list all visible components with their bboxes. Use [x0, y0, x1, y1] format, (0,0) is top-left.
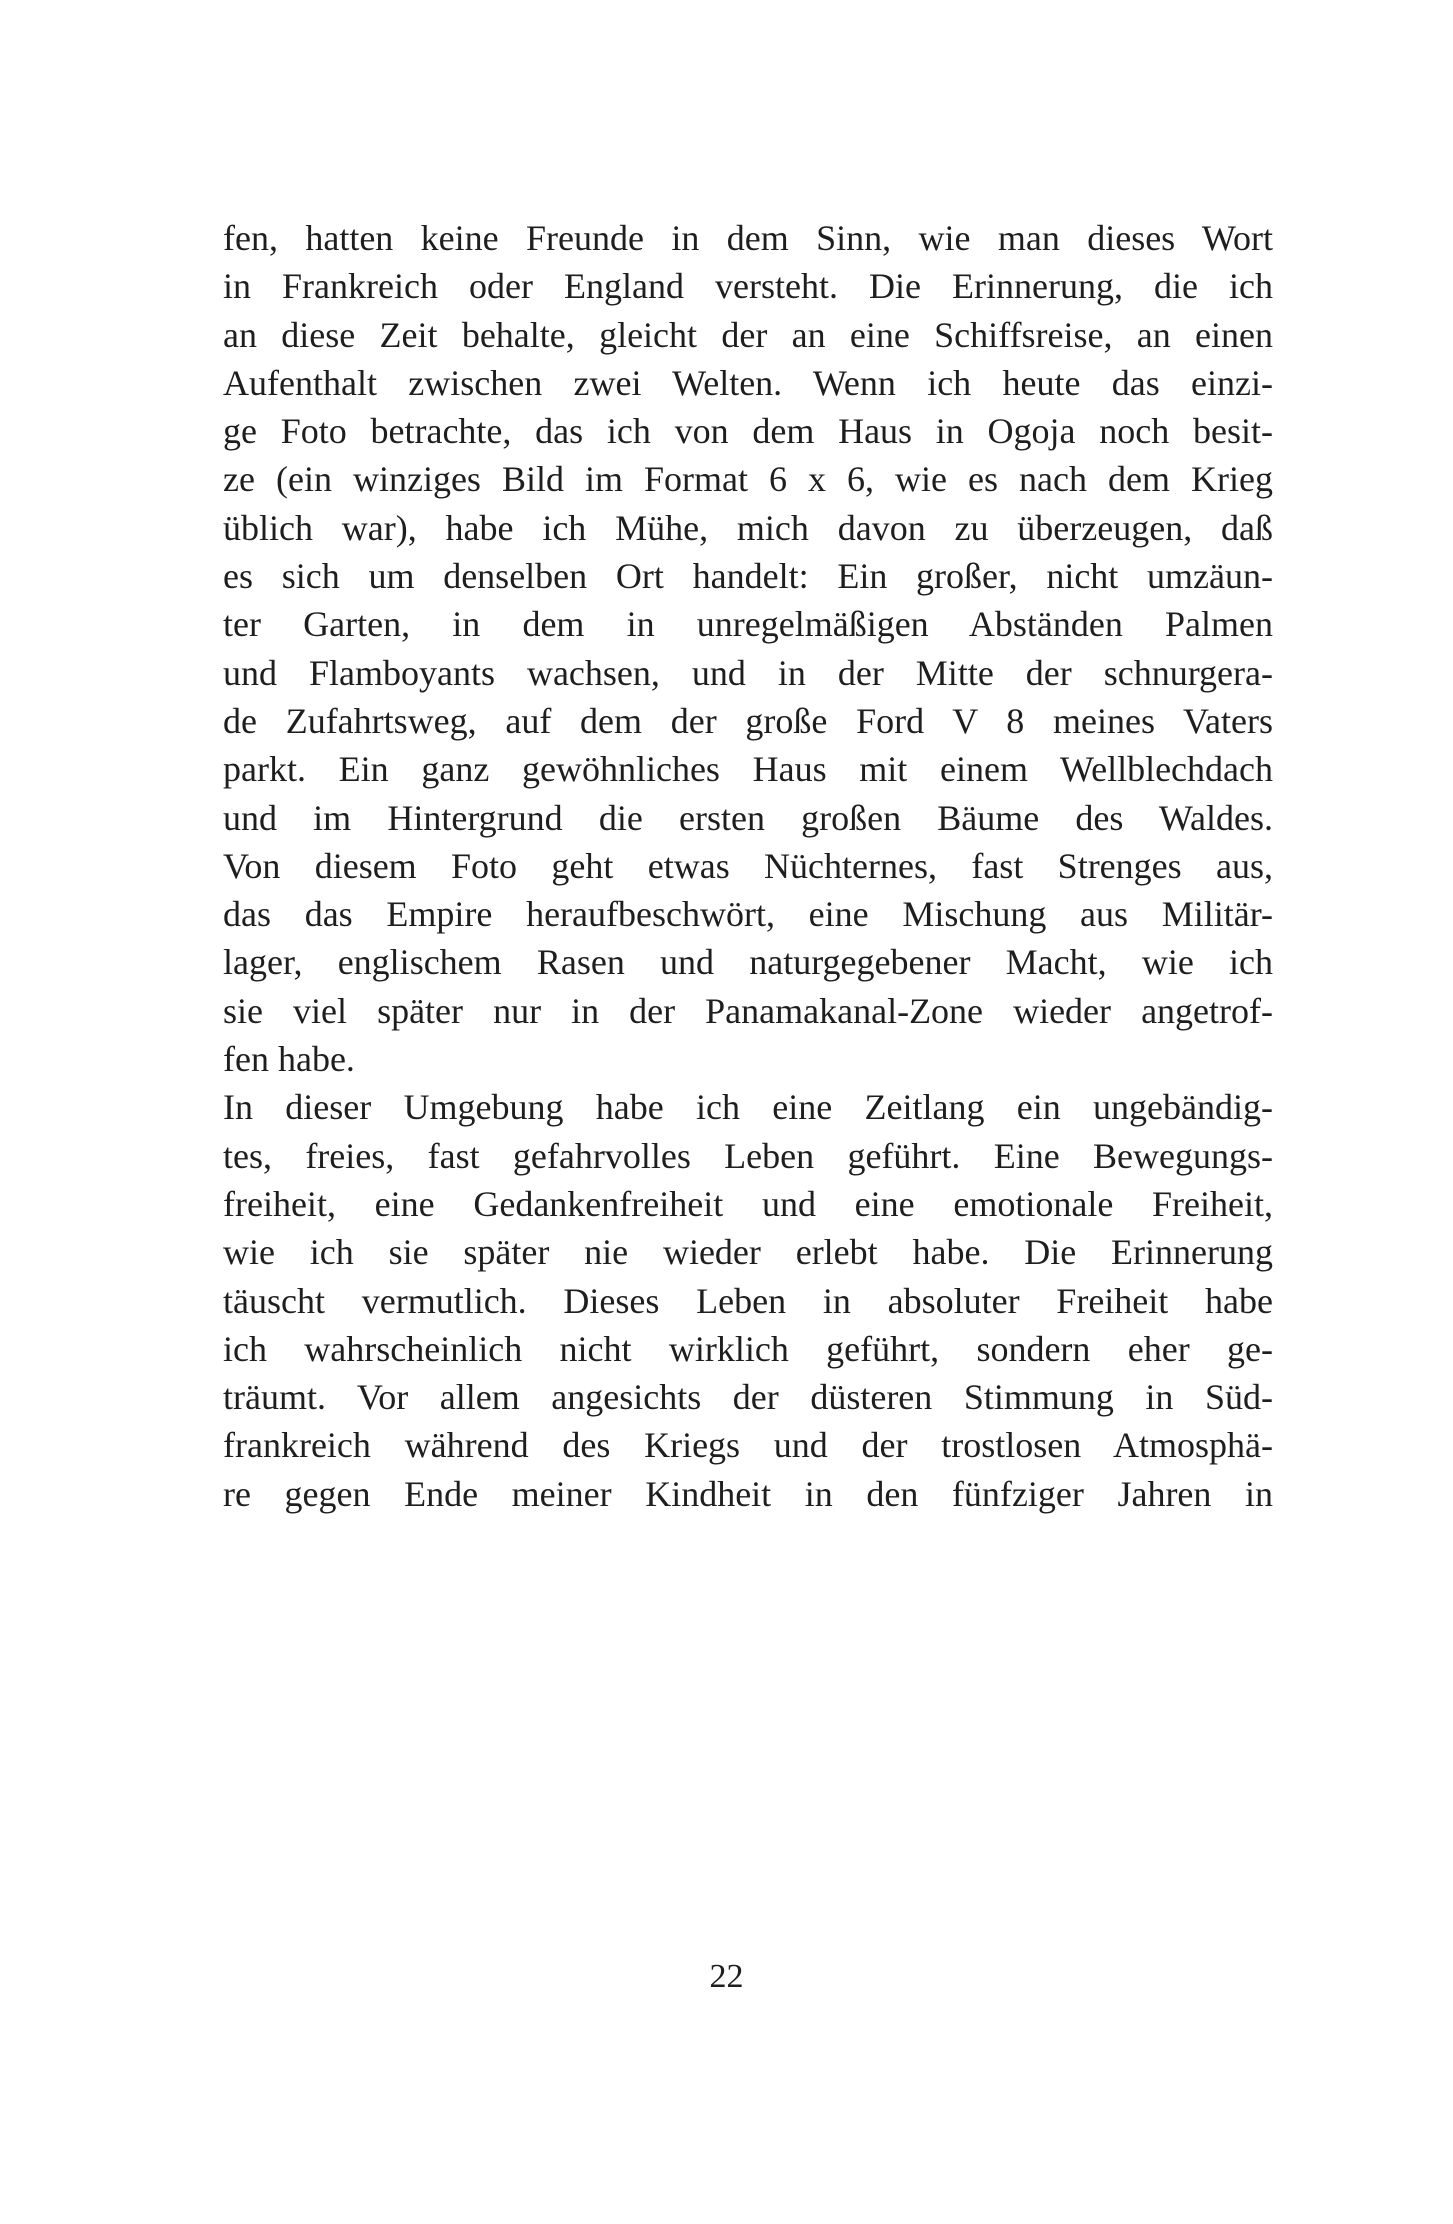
body-text [223, 214, 1273, 1518]
page-number: 22 [709, 1958, 744, 1995]
text-line: freiheit, eine Gedankenfreiheit und eine emotionale Freiheit, [223, 1183, 1273, 1224]
text-line: an diese Zeit behalte, gleicht der an eine Schiffsreise, an einen [223, 314, 1273, 355]
text-line: re gegen Ende meiner Kindheit in den fünfziger Jahren in [223, 1473, 1273, 1514]
text-line: Aufenthalt zwischen zwei Welten. Wenn ich heute das einzi- [223, 362, 1273, 403]
paragraph-end-line: fen habe. [223, 1039, 355, 1080]
text-line: wie ich sie später nie wieder erlebt habe. Die Erinnerung [223, 1232, 1273, 1273]
text-line: träumt. Vor allem angesichts der düsteren Stimmung in Süd- [223, 1377, 1273, 1418]
text-line: parkt. Ein ganz gewöhnliches Haus mit einem Wellblechdach [223, 749, 1273, 790]
text-line: ze (ein winziges Bild im Format 6 x 6, wie es nach dem Krieg [223, 459, 1273, 500]
text-line: und im Hintergrund die ersten großen Bäume des Waldes. [223, 797, 1273, 838]
text-line: frankreich während des Kriegs und der trostlosen Atmosphä- [223, 1425, 1273, 1466]
text-line: fen, hatten keine Freunde in dem Sinn, wie man dieses Wort [223, 218, 1273, 258]
text-line: üblich war), habe ich Mühe, mich davon zu überzeugen, daß [223, 507, 1273, 548]
text-line: tes, freies, fast gefahrvolles Leben geführt. Eine Bewegungs- [223, 1135, 1273, 1176]
text-line: In dieser Umgebung habe ich eine Zeitlang ein ungebändig- [223, 1087, 1273, 1128]
text-line: Von diesem Foto geht etwas Nüchternes, fast Strenges aus, [223, 845, 1273, 886]
text-line: ich wahrscheinlich nicht wirklich geführt, sondern eher ge- [223, 1328, 1273, 1369]
text-line: sie viel später nur in der Panamakanal-Zone wieder angetrof- [223, 990, 1273, 1031]
text-line: ter Garten, in dem in unregelmäßigen Abständen Palmen [223, 604, 1273, 645]
text-line: lager, englischem Rasen und naturgegebener Macht, wie ich [223, 942, 1273, 983]
text-line: täuscht vermutlich. Dieses Leben in absoluter Freiheit habe [223, 1280, 1273, 1321]
text-line: und Flamboyants wachsen, und in der Mitte der schnurgera- [223, 652, 1273, 693]
text-line: das das Empire heraufbeschwört, eine Mischung aus Militär- [223, 894, 1273, 935]
text-line: ge Foto betrachte, das ich von dem Haus in Ogoja noch besit- [223, 411, 1273, 452]
text-line: es sich um denselben Ort handelt: Ein großer, nicht umzäun- [223, 556, 1273, 597]
text-line: in Frankreich oder England versteht. Die Erinnerung, die ich [223, 266, 1273, 307]
text-line: de Zufahrtsweg, auf dem der große Ford V 8 meines Vaters [223, 700, 1273, 741]
